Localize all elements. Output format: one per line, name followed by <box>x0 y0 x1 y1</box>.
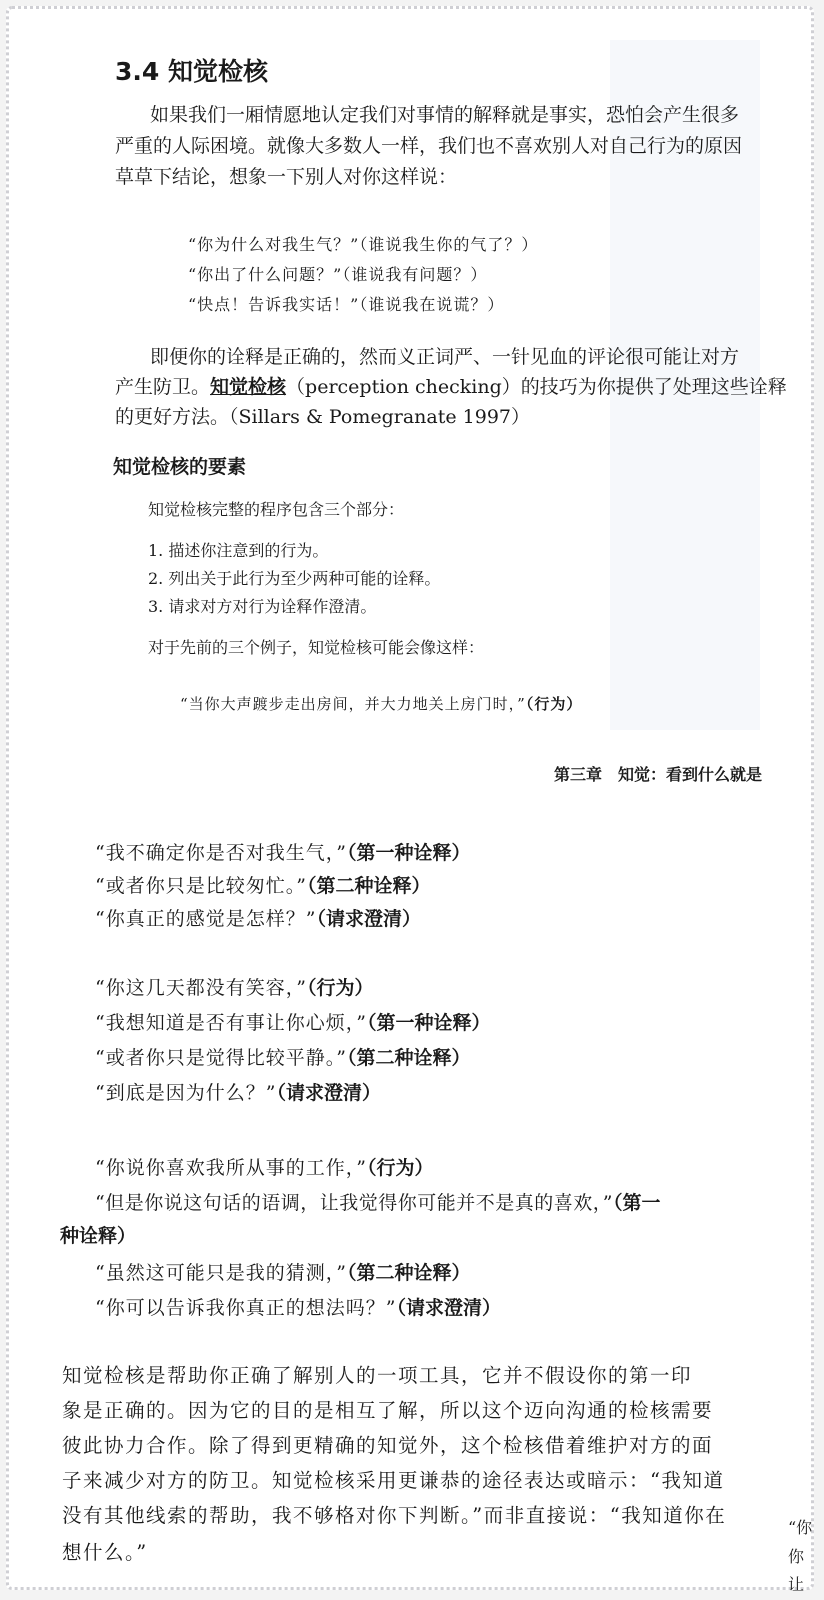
example-text: “你可以告诉我你真正的想法吗？” <box>95 1297 397 1319</box>
final-paragraph-line: 想什么。” <box>62 1541 148 1564</box>
example-line <box>95 904 421 931</box>
key-term: 知觉检核 <box>210 376 287 398</box>
para1-line: 严重的人际困境。就像大多数人一样，我们也不喜欢别人对自己行为的原因 <box>115 135 743 157</box>
example-label: （请求澄清） <box>396 1297 501 1319</box>
example-line <box>95 1078 381 1105</box>
example-text: “但是你说这句话的语调，让我觉得你可能并不是真的喜欢，” <box>95 1192 613 1214</box>
lead-text: 对于先前的三个例子，知觉检核可能会像这样： <box>148 638 485 657</box>
final-paragraph-line: 没有其他线索的帮助，我不够格对你下判断。”而非直接说：“我知道你在 <box>62 1504 727 1527</box>
subheading: 知觉检核的要素 <box>113 456 247 478</box>
example-line <box>95 1293 501 1320</box>
example-line <box>95 1153 433 1180</box>
example-text: “你说你喜欢我所从事的工作，” <box>95 1157 367 1179</box>
para2-line <box>115 372 787 399</box>
final-paragraph-line: 象是正确的。因为它的目的是相互了解，所以这个迈向沟通的检核需要 <box>62 1399 714 1422</box>
example-text: “到底是因为什么？” <box>95 1082 277 1104</box>
example-line <box>95 1258 470 1285</box>
example-line <box>95 973 373 1000</box>
quote-line: “你出了什么问题？”（谁说我有问题？） <box>188 265 488 284</box>
quote-line: “你为什么对我生气？”（谁说我生你的气了？） <box>188 235 539 254</box>
example-label: （请求澄清） <box>276 1082 381 1104</box>
example-text: “当你大声踱步走出房间，并大力地关上房门时，” <box>180 695 526 713</box>
para1-line: 草草下结论，想象一下别人对你这样说： <box>115 166 458 188</box>
example-line <box>180 693 582 714</box>
example-label: （第一 <box>612 1192 661 1214</box>
margin-fragment: “你 <box>788 1518 813 1537</box>
para2-line: 的更好方法。（Sillars & Pomegranate 1997） <box>115 406 531 428</box>
example-label: （第二种诠释） <box>346 1262 471 1284</box>
example-text: “你真正的感觉是怎样？” <box>95 908 317 930</box>
final-paragraph-line: 彼此协力合作。除了得到更精确的知觉外，这个检核借着维护对方的面 <box>62 1434 714 1457</box>
example-label: （行为） <box>306 977 374 999</box>
example-label: （行为） <box>525 695 583 713</box>
example-text: “或者你只是比较匆忙。” <box>95 875 307 897</box>
example-text: “我想知道是否有事让你心烦，” <box>95 1012 367 1034</box>
example-label: （第二种诠释） <box>306 875 431 897</box>
example-line <box>95 1043 470 1070</box>
step-item: 1. 描述你注意到的行为。 <box>148 541 329 560</box>
margin-fragment: 你 <box>788 1547 805 1566</box>
example-text: “我不确定你是否对我生气，” <box>95 842 347 864</box>
example-line <box>95 871 430 898</box>
example-label: （行为） <box>366 1157 434 1179</box>
step-item: 2. 列出关于此行为至少两种可能的诠释。 <box>148 569 441 588</box>
example-line <box>95 838 470 865</box>
margin-fragment: 让 <box>788 1575 805 1594</box>
example-line <box>95 1188 660 1215</box>
para2-text: 产生防卫。 <box>115 376 211 398</box>
example-line <box>95 1008 490 1035</box>
example-label: （第一种诠释） <box>366 1012 491 1034</box>
example-line <box>60 1221 136 1248</box>
example-text: “虽然这可能只是我的猜测，” <box>95 1262 347 1284</box>
example-label: （第二种诠释） <box>346 1047 471 1069</box>
intro-text: 知觉检核完整的程序包含三个部分： <box>148 500 405 519</box>
para2-line: 即便你的诠释是正确的，然而义正词严、一针见血的评论很可能让对方 <box>150 346 740 368</box>
example-label: 种诠释） <box>60 1225 137 1247</box>
example-label: （第一种诠释） <box>346 842 471 864</box>
example-label: （请求澄清） <box>316 908 421 930</box>
example-text: “或者你只是觉得比较平静。” <box>95 1047 347 1069</box>
section-title: 3.4 知觉检核 <box>115 57 268 86</box>
final-paragraph-line: 子来减少对方的防卫。知觉检核采用更谦恭的途径表达或暗示：“我知道 <box>62 1469 725 1492</box>
para1-line: 如果我们一厢情愿地认定我们对事情的解释就是事实，恐怕会产生很多 <box>150 104 740 126</box>
step-item: 3. 请求对方对行为诠释作澄清。 <box>148 597 377 616</box>
quote-line: “快点！告诉我实话！”（谁说我在说谎？） <box>188 295 505 314</box>
example-text: “你这几天都没有笑容，” <box>95 977 307 999</box>
para2-text: （perception checking）的技巧为你提供了处理这些诠释 <box>286 376 787 398</box>
final-paragraph-line: 知觉检核是帮助你正确了解别人的一项工具，它并不假设你的第一印 <box>62 1364 693 1387</box>
chapter-footer: 第三章 知觉：看到什么就是 <box>554 765 763 784</box>
